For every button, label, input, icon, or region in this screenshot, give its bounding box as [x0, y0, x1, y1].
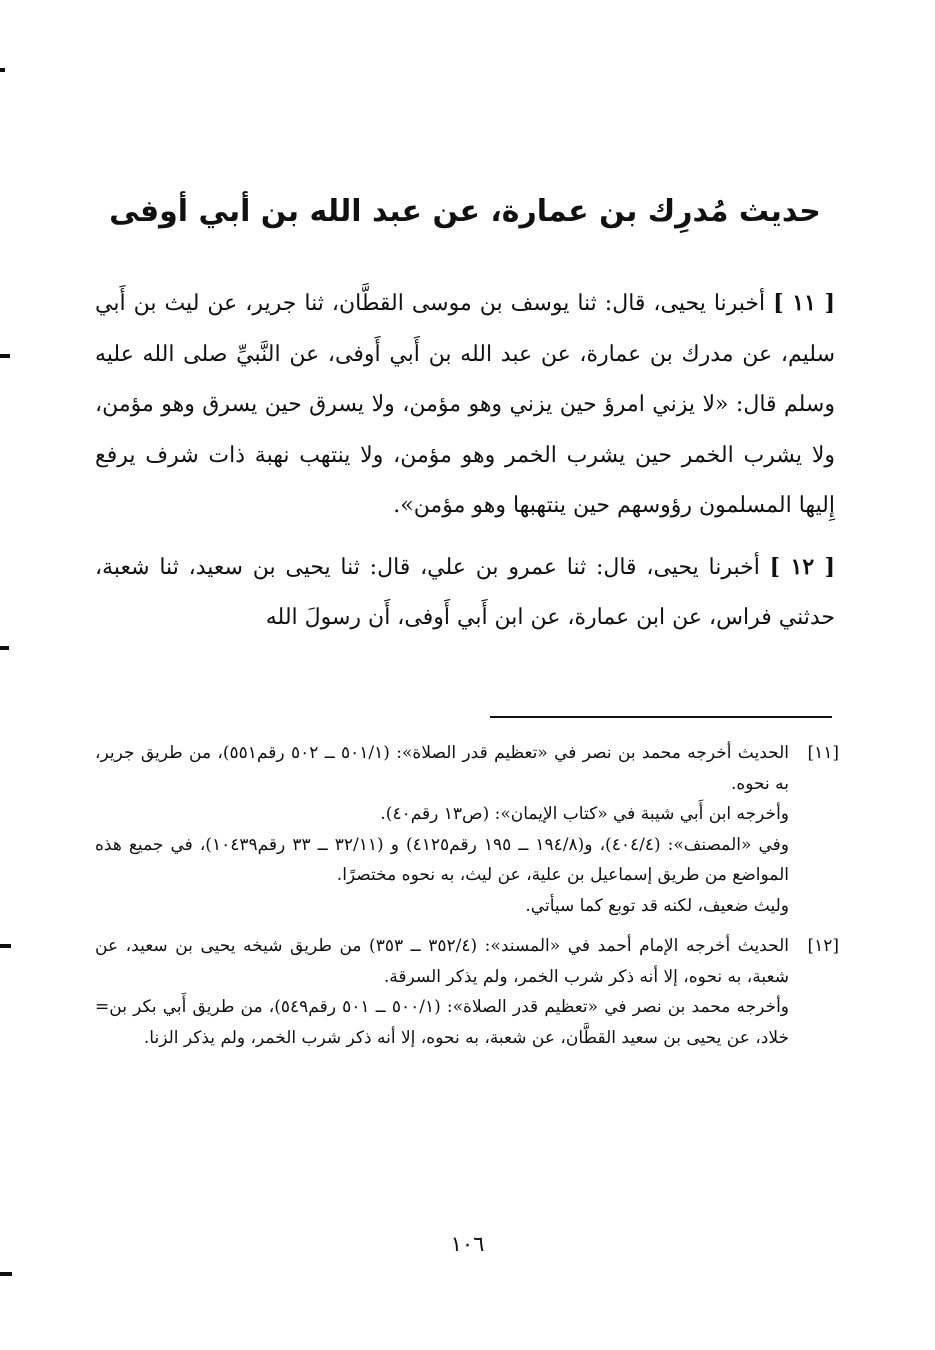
- margin-mark: [0, 354, 10, 358]
- hadith-number: [ ١١ ]: [773, 290, 835, 316]
- footnote-ref: [١١]: [807, 743, 839, 763]
- footnote-line: الحديث أخرجه الإمام أحمد في «المسند»: (٣٥٢/٤ ــ ٣٥٣) من طريق شيخه يحيى بن سعيد، عن شعبة، به نحوه، إلا أنه ذكر شرب الخمر، ولم يذكر السرقة.: [95, 936, 789, 987]
- footnote: [95, 931, 839, 1053]
- footnote-body: [95, 738, 789, 921]
- footnote-ref: [١٢]: [807, 936, 839, 956]
- continuation-mark: =: [95, 997, 110, 1017]
- footnote-line: وأخرجه ابن أَبي شيبة في «كتاب الإيمان»: (ص١٣ رقم٤٠).: [380, 804, 789, 824]
- footnote-separator: [490, 716, 832, 718]
- margin-mark: [0, 944, 11, 948]
- footnote-line-text: وأخرجه محمد بن نصر في «تعظيم قدر الصلاة»: (٥٠٠/١ ــ ٥٠١ رقم٥٤٩)، من طريق أَبي بكر بن خلاد، عن يحيى بن سعيد القطَّان، عن شعبة، به نحوه، إلا أنه ذكر شرب الخمر، ولم يذكر الزنا.: [109, 997, 789, 1048]
- footnote-line: وفي «المصنف»: (٤٠٤/٤)، و(١٩٤/٨ ــ ١٩٥ رقم٤١٢٥) و (٣٢/١١ ــ ٣٣ رقم١٠٤٣٩)، في جميع هذه المواضع من طريق إسماعيل بن علية، عن ليث، به نحوه مختصرًا.: [95, 834, 789, 885]
- hadith-text: أخبرنا يحيى، قال: ثنا عمرو بن علي، قال: ثنا يحيى بن سعيد، ثنا شعبة، حدثني فراس، عن ابن عمارة، عن ابن أَبي أَوفى، أَن رسولَ الله: [95, 554, 835, 630]
- chapter-heading: حديث مُدرِك بن عمارة، عن عبد الله بن أبي أوفى: [109, 194, 821, 230]
- hadith-body: [95, 278, 835, 654]
- footnotes: [95, 738, 839, 1063]
- footnote-line: الحديث أخرجه محمد بن نصر في «تعظيم قدر الصلاة»: (٥٠١/١ ــ ٥٠٢ رقم٥٥١)، من طريق جرير، به نحوه.: [95, 743, 790, 794]
- hadith-paragraph: [95, 278, 835, 532]
- footnote-body: [95, 931, 789, 1053]
- hadith-number: [ ١٢ ]: [769, 553, 835, 580]
- margin-mark: [0, 1272, 12, 1276]
- footnote-line: [95, 992, 789, 1053]
- margin-mark: [0, 68, 5, 72]
- hadith-text: أخبرنا يحيى، قال: ثنا يوسف بن موسى القطَّان، ثنا جرير، عن ليث بن أَبي سليم، عن مدرك بن عمارة، عن عبد الله بن أَبي أَوفى، عن النَّبيِّ صلى الله عليه وسلم قال: «لا يزني امرؤ حين يزني وهو مؤمن، ولا يسرق حين يسرق وهو مؤمن، ولا يشرب الخمر حين يشرب الخمر وهو مؤمن، ولا ينتهب نهبة ذات شرف يرفع إِليها المسلمون رؤوسهم حين ينتهبها وهو مؤمن».: [95, 291, 835, 518]
- margin-mark: [0, 646, 9, 650]
- footnote: [95, 738, 839, 921]
- footnote-line: وليث ضعيف، لكنه قد توبع كما سيأتي.: [525, 895, 789, 916]
- page-number: ١٠٦: [450, 1232, 485, 1256]
- hadith-paragraph: [95, 542, 835, 644]
